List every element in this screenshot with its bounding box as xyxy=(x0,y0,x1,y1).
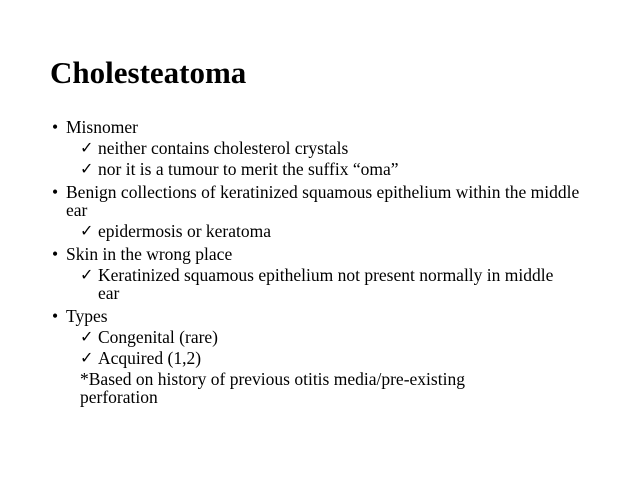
checkmark-icon: ✓ xyxy=(80,159,94,178)
sub-item xyxy=(0,266,638,302)
slide-body xyxy=(0,118,638,406)
checkmark-icon: ✓ xyxy=(80,265,94,284)
bullet-dot-icon: • xyxy=(52,244,59,264)
sub-text: Acquired (1,2) xyxy=(98,348,202,368)
bullet-item xyxy=(0,183,638,219)
bullet-text: Misnomer xyxy=(66,117,138,137)
sub-text: neither contains cholesterol crystals xyxy=(98,138,349,158)
bullet-text: Benign collections of keratinized squamous epithelium within the middle ear xyxy=(66,182,580,220)
sub-text: Keratinized squamous epithelium not present normally in middle ear xyxy=(98,265,554,303)
slide-title: Cholesteatoma xyxy=(50,55,247,90)
sub-item xyxy=(0,328,638,346)
sub-item xyxy=(0,139,638,157)
sub-item xyxy=(0,160,638,178)
footnote: *Based on history of previous otitis media/pre-existing perforation xyxy=(80,369,465,407)
sub-text: Congenital (rare) xyxy=(98,327,219,347)
bullet-dot-icon: • xyxy=(52,117,59,137)
checkmark-icon: ✓ xyxy=(80,327,94,346)
bullet-text: Skin in the wrong place xyxy=(66,244,233,264)
checkmark-icon: ✓ xyxy=(80,138,94,157)
sub-item xyxy=(0,222,638,240)
bullet-dot-icon: • xyxy=(52,306,59,326)
checkmark-icon: ✓ xyxy=(80,221,94,240)
checkmark-icon: ✓ xyxy=(80,348,94,367)
bullet-item xyxy=(0,307,638,325)
sub-item xyxy=(0,349,638,367)
bullet-item xyxy=(0,245,638,263)
bullet-text: Types xyxy=(66,306,108,326)
bullet-item xyxy=(0,118,638,136)
bullet-dot-icon: • xyxy=(52,182,59,202)
sub-text: nor it is a tumour to merit the suffix “oma” xyxy=(98,159,399,179)
sub-text: epidermosis or keratoma xyxy=(98,221,272,241)
